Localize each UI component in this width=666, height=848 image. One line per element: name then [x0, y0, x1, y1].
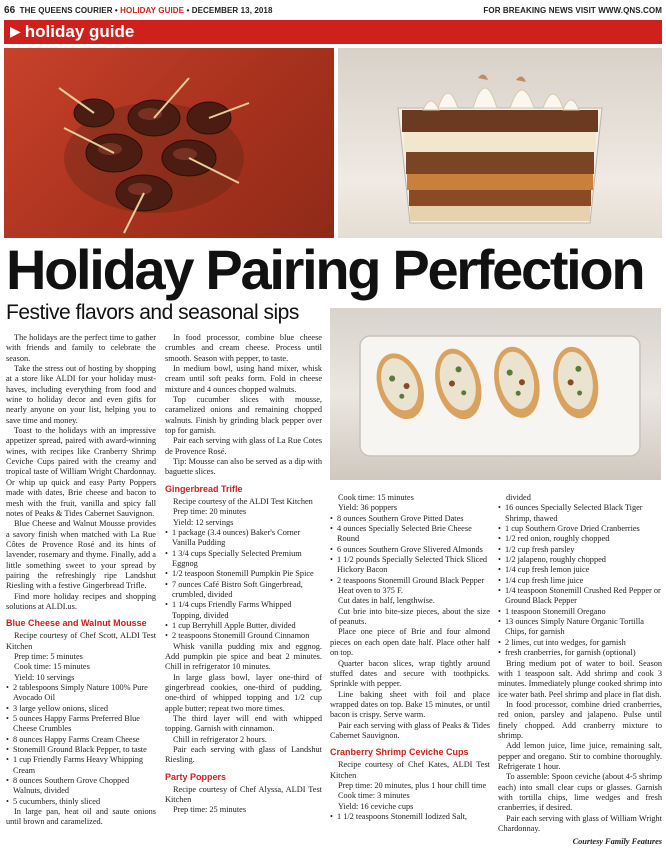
recipe-meta: Cook time: 15 minutes: [338, 493, 414, 502]
ingredient-item: • 1/2 cup fresh parsley: [498, 545, 662, 555]
recipe-meta: Yield: 10 servings: [14, 672, 75, 682]
recipe-step: Line baking sheet with foil and place wrapped dates on top. Bake 15 minutes, or until bacon is crispy. Serve warm.: [330, 689, 490, 720]
ingredient-item: • 1/4 teaspoon Stonemill Crushed Red Pepper or Ground Black Pepper: [498, 586, 662, 607]
recipe-step: Tip: Mousse can also be served as a dip with baguette slices.: [165, 457, 322, 477]
recipe-title-party-poppers: Party Poppers: [165, 771, 227, 782]
ingredient-item: • 1 1/4 cups Friendly Farms Whipped Topping, divided: [165, 600, 322, 621]
ingredient-item: • 8 ounces Southern Grove Chopped Walnuts, divided: [6, 776, 156, 797]
ingredient-item: • 1/4 cup fresh lime juice: [498, 576, 662, 586]
ingredient-item: • fresh cranberries, for garnish (optional): [498, 648, 662, 658]
recipe-step: Cut dates in half, lengthwise.: [338, 596, 435, 606]
recipe-step: The third layer will end with whipped topping. Garnish with cinnamon.: [165, 714, 322, 734]
recipe-step: Add lemon juice, lime juice, remaining salt, pepper and oregano. Stir to combine thoroughly. Refrigerate 1 hour.: [498, 741, 662, 771]
ingredient-item: • 8 ounces Happy Farms Cream Cheese: [6, 735, 156, 745]
recipe-step: Bring medium pot of water to boil. Season with 1 teaspoon salt. Add shrimp and cook 3 minutes. Immediately plunge cooked shrimp into ice water bath. Peel shrimp and place in flat dish.: [498, 658, 662, 699]
ingredient-continuation: divided: [506, 493, 531, 502]
issue-date: DECEMBER 13, 2018: [191, 5, 273, 15]
ingredient-item: • 1 cup Southern Grove Dried Cranberries: [498, 524, 662, 534]
recipe-title-gingerbread-trifle: Gingerbread Trifle: [165, 483, 243, 494]
ingredient-item: • 1 3/4 cups Specially Selected Premium Eggnog: [165, 549, 322, 570]
recipe-step: Chill in refrigerator 2 hours.: [173, 734, 267, 744]
ingredient-list: [498, 503, 662, 658]
recipe-meta: Prep time: 20 minutes, plus 1 hour chill time: [338, 780, 487, 790]
article-column-1: [6, 333, 156, 828]
recipe-step: Pair each serving with glass of Landshut Riesling.: [165, 745, 322, 765]
crostini-platter-photo: [330, 308, 661, 480]
breaking-news-link[interactable]: FOR BREAKING NEWS VISIT WWW.QNS.COM: [483, 5, 662, 15]
recipe-meta: Prep time: 25 minutes: [173, 805, 247, 815]
recipe-meta: Recipe courtesy of Chef Kates, ALDI Test Kitchen: [330, 760, 490, 780]
intro-paragraph: Find more holiday recipes and shopping solutions at ALDI.us.: [6, 591, 156, 611]
intro-text: [6, 333, 156, 612]
recipe-step: Quarter bacon slices, wrap tightly around stuffed dates and secure with toothpicks. Sprinkle with pepper.: [330, 658, 490, 689]
ingredient-item: • 4 ounces Specially Selected Brie Cheese Round: [330, 524, 490, 545]
recipe-step: Pair each serving with glass of La Rue Cotes de Provence Rosé.: [165, 436, 322, 456]
recipe-step: Cut brie into bite-size pieces, about the size of peanuts.: [330, 606, 490, 627]
ingredient-item: • 2 teaspoons Stonemill Ground Cinnamon: [165, 631, 322, 641]
recipe-meta: Cook time: 3 minutes: [338, 791, 410, 801]
recipe-meta: Prep time: 5 minutes: [14, 651, 83, 661]
page-number: 66: [4, 4, 16, 16]
ingredient-item: • 2 teaspoons Stonemill Ground Black Pepper: [330, 576, 490, 586]
headline: Holiday Pairing Perfection: [6, 238, 644, 301]
subheadline: Festive flavors and seasonal sips: [6, 301, 299, 324]
section-name: HOLIDAY GUIDE: [120, 5, 185, 15]
recipe-meta: Cook time: 15 minutes: [14, 662, 90, 672]
recipe-meta: Recipe courtesy of Chef Scott, ALDI Test Kitchen: [6, 631, 156, 651]
article-column-4: [498, 493, 662, 848]
recipe-step: Pair each serving with glass of Peaks & Tides Cabernet Sauvignon.: [330, 720, 490, 740]
ingredient-item: • 1/4 cup fresh lemon juice: [498, 565, 662, 575]
article-column-3: [330, 493, 490, 822]
recipe-step: Whisk vanilla pudding mix and eggnog. Add pumpkin pie spice and beat 2 minutes. Chill in refrigerator 10 minutes.: [165, 641, 322, 672]
ingredient-item: • 3 large yellow onions, sliced: [6, 704, 156, 714]
ingredient-item: • Stonemill Ground Black Pepper, to taste: [6, 745, 156, 755]
photo-credit: Courtesy Family Features: [572, 837, 662, 847]
ingredient-item: • 5 ounces Happy Farms Preferred Blue Cheese Crumbles: [6, 714, 156, 735]
recipe-meta: Recipe courtesy of the ALDI Test Kitchen: [173, 496, 313, 506]
recipe-step: Heat oven to 375 F.: [338, 586, 404, 596]
recipe-step: Pair each serving with glass of William Wright Chardonnay.: [498, 813, 662, 833]
recipe-title-ceviche: Cranberry Shrimp Ceviche Cups: [330, 747, 469, 758]
recipe-meta: Prep time: 20 minutes: [173, 507, 247, 517]
ingredient-item: • 8 ounces Southern Grove Pitted Dates: [330, 514, 490, 524]
section-bar-label: holiday guide: [24, 22, 135, 41]
article-column-2: [165, 333, 322, 816]
recipe-meta: Yield: 16 ceviche cups: [338, 801, 414, 811]
recipe-step: In large pan, heat oil and saute onions until brown and caramelized.: [6, 807, 156, 827]
intro-paragraph: Take the stress out of hosting by shopping at a store like ALDI for your holiday must-haves, including everything from food and wine to holiday decor and even gifts for nearly anyone on your list, helping you to save time and money.: [6, 364, 156, 425]
ingredient-item: • 7 ounces Café Bistro Soft Gingerbread, crumbled, divided: [165, 580, 322, 601]
gingerbread-trifle-photo: [338, 48, 662, 238]
section-bar: [4, 20, 662, 44]
ingredient-item: • 1/2 teaspoon Stonemill Pumpkin Pie Spice: [165, 569, 322, 579]
recipe-step: To assemble: Spoon ceviche (about 4-5 shrimp each) into small clear cups or glasses. Garnish with tortilla chips, lime wedges and fresh cranberries, if desired.: [498, 772, 662, 813]
page-header: [4, 4, 662, 16]
ingredient-item: • 2 limes, cut into wedges, for garnish: [498, 638, 662, 648]
ingredient-item: • 1 1/2 teaspoons Stonemill Iodized Salt,: [330, 812, 490, 822]
ingredient-item: • 1 cup Berryhill Apple Butter, divided: [165, 621, 322, 631]
intro-paragraph: Toast to the holidays with an impressive appetizer spread, paired with award-winning wines, with recipes like Cranberry Shrimp Ceviche Cups paired with the creamy and tropical taste of William Wright Chardonnay. Or whip up quick and easy Party Poppers made with dates, Brie cheese and bacon to mesh with the fruit, vanilla and spicy fall notes of Peaks & Tides Cabernet Sauvignon.: [6, 426, 156, 518]
ingredient-item: • 5 cucumbers, thinly sliced: [6, 797, 156, 807]
ingredient-list: [165, 528, 322, 642]
recipe-meta: Recipe courtesy of Chef Alyssa, ALDI Test Kitchen: [165, 784, 322, 805]
recipe-step: Place one piece of Brie and four almond pieces on each open date half. Place other half on top.: [330, 627, 490, 658]
ingredient-item: • 1 package (3.4 ounces) Baker's Corner Vanilla Pudding: [165, 528, 322, 549]
recipe-title-blue-cheese: Blue Cheese and Walnut Mousse: [6, 618, 147, 629]
party-poppers-photo: [4, 48, 334, 238]
recipe-meta: Yield: 12 servings: [173, 517, 234, 527]
ingredient-list: [6, 683, 156, 807]
arrow-right-icon: ▶: [10, 24, 21, 40]
ingredient-item: • 1 cup Friendly Farms Heavy Whipping Cream: [6, 755, 156, 776]
ingredient-item: • 6 ounces Southern Grove Slivered Almonds: [330, 545, 490, 555]
ingredient-item: • 1/2 jalapeno, roughly chopped: [498, 555, 662, 565]
ingredient-item: • 16 ounces Specially Selected Black Tiger Shrimp, thawed: [498, 503, 662, 524]
recipe-step: In medium bowl, using hand mixer, whisk cream until soft peaks form. Fold in cheese mixture and 4 ounces chopped walnuts.: [165, 364, 322, 394]
intro-paragraph: Blue Cheese and Walnut Mousse provides a savory finish when matched with La Rue Côtes de Provence Rosé and its hints of lavender, rosemary and thyme. Finally, add a little something sweet to your spread by pairing the refreshingly ripe Landshut Riesling with a festive Gingerbread Trifle.: [6, 519, 156, 591]
ingredient-item: • 1 teaspoon Stonemill Oregano: [498, 607, 662, 617]
ingredient-item: • 13 ounces Simply Nature Organic Tortilla Chips, for garnish: [498, 617, 662, 638]
intro-paragraph: The holidays are the perfect time to gather with friends and family to celebrate the season.: [6, 333, 156, 363]
recipe-step: Top cucumber slices with mousse, caramelized onions and remaining chopped walnuts. Finish by grinding black pepper over top for garnish.: [165, 395, 322, 436]
ingredient-list: [330, 812, 490, 822]
ingredient-item: • 1/2 red onion, roughly chopped: [498, 534, 662, 544]
ingredient-list: [330, 514, 490, 586]
ingredient-item: • 2 tablespoons Simply Nature 100% Pure Avocado Oil: [6, 683, 156, 704]
header-left: 66 THE QUEENS COURIER • HOLIDAY GUIDE • DECEMBER 13, 2018: [4, 4, 273, 16]
recipe-step: In food processor, combine blue cheese crumbles and cream cheese. Process until smooth. Season with pepper, to taste.: [165, 333, 322, 363]
recipe-meta: Yield: 36 poppers: [338, 503, 397, 513]
publication-name: THE QUEENS COURIER: [19, 5, 113, 15]
recipe-step: In large glass bowl, layer one-third of gingerbread cookies, one-third of pudding, one-third of whipped topping and 1/2 cup apple butter; repeat two more times.: [165, 672, 322, 713]
ingredient-item: • 1 1/2 pounds Specially Selected Thick Sliced Hickory Bacon: [330, 555, 490, 576]
recipe-step: In food processor, combine dried cranberries, red onion, parsley and jalapeno. Pulse until finely chopped. Add cranberry mixture to shrimp.: [498, 699, 662, 740]
